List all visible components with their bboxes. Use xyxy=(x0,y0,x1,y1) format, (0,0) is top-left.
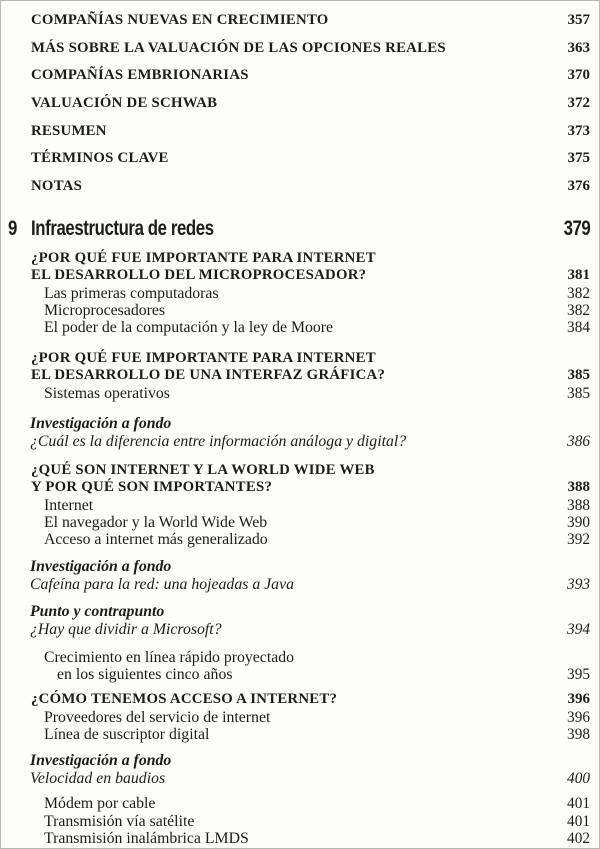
toc-entry-label: COMPAÑÍAS EMBRIONARIAS xyxy=(31,67,249,84)
toc-section xyxy=(1,350,599,402)
page-number: 396 xyxy=(567,691,590,708)
page-number: 372 xyxy=(567,95,590,112)
page-number: 385 xyxy=(567,367,590,384)
section-heading-line xyxy=(1,479,599,497)
toc-entry xyxy=(1,150,599,168)
page-number: 363 xyxy=(567,39,590,56)
toc-section xyxy=(1,462,599,549)
feature-entry-label: Velocidad en baudios xyxy=(30,770,166,788)
page-number: 384 xyxy=(567,319,590,337)
section-heading-label: EL DESARROLLO DEL MICROPROCESADOR? xyxy=(31,267,367,284)
toc-subentry-label: Transmisión inalámbrica LMDS xyxy=(44,829,249,847)
section-heading-label: ¿CÓMO TENEMOS ACCESO A INTERNET? xyxy=(31,691,338,708)
page-number: 398 xyxy=(567,726,590,744)
page-number: 382 xyxy=(567,284,590,302)
toc-subentry-label: Crecimiento en línea rápido proyectado xyxy=(44,648,295,666)
chapter-page-number: 379 xyxy=(563,215,590,240)
toc-subentry-label: Las primeras computadoras xyxy=(44,284,219,302)
toc-subentry xyxy=(1,531,599,548)
feature-entry xyxy=(1,770,599,788)
toc-subentry-line xyxy=(1,666,599,683)
page-number: 388 xyxy=(567,479,590,496)
section-heading-line xyxy=(1,691,599,709)
toc-subentry xyxy=(1,709,599,726)
toc-subentry-label: Sistemas operativos xyxy=(44,384,170,402)
toc-section xyxy=(1,250,599,337)
page-number: 388 xyxy=(567,496,590,514)
toc-wrapped-entry xyxy=(1,649,599,684)
section-heading-label: ¿QUÉ SON INTERNET Y LA WORLD WIDE WEB xyxy=(31,461,375,478)
page-number: 376 xyxy=(567,178,590,195)
section-heading-label: Y POR QUÉ SON IMPORTANTES? xyxy=(31,479,273,496)
toc-subentry xyxy=(1,795,599,812)
page-number: 382 xyxy=(567,301,590,319)
toc-subentry-label: Proveedores del servicio de internet xyxy=(44,708,271,726)
page-number: 395 xyxy=(567,666,590,683)
section-heading-label: ¿POR QUÉ FUE IMPORTANTE PARA INTERNET xyxy=(31,249,376,266)
toc-subentry xyxy=(1,285,599,302)
toc-subentry-label: Módem por cable xyxy=(44,795,156,813)
feature-block xyxy=(1,603,599,639)
section-heading-line xyxy=(1,367,599,385)
toc-subentry-label: Microprocesadores xyxy=(44,301,166,319)
toc-entry xyxy=(1,123,599,141)
chapter-heading xyxy=(1,217,599,239)
feature-entry-label: ¿Cuál es la diferencia entre información análoga y digital? xyxy=(30,432,407,450)
feature-heading-label: Investigación a fondo xyxy=(30,557,172,575)
feature-block xyxy=(1,558,599,594)
feature-entry-label: Cafeína para la red: una hojeadas a Java xyxy=(30,575,294,593)
page-number: 370 xyxy=(567,67,590,84)
feature-heading-label: Investigación a fondo xyxy=(30,414,172,432)
feature-entry xyxy=(1,433,599,451)
page-number: 392 xyxy=(567,531,590,549)
toc-section xyxy=(1,691,599,743)
page-number: 400 xyxy=(567,770,590,788)
feature-entry xyxy=(1,621,599,639)
section-heading-line xyxy=(1,250,599,268)
section-heading-line xyxy=(1,462,599,480)
toc-top-block xyxy=(1,1,599,196)
toc-subentry-label: El poder de la computación y la ley de Moore xyxy=(44,319,334,337)
page-number: 385 xyxy=(567,384,590,402)
feature-heading xyxy=(1,603,599,621)
chapter-title: Infraestructura de redes xyxy=(31,215,214,240)
toc-subentry xyxy=(1,726,599,743)
page-number: 402 xyxy=(567,829,590,847)
toc-entry-label: MÁS SOBRE LA VALUACIÓN DE LAS OPCIONES REALES xyxy=(31,39,446,56)
toc-entry-label: VALUACIÓN DE SCHWAB xyxy=(31,95,218,112)
section-heading-label: ¿POR QUÉ FUE IMPORTANTE PARA INTERNET xyxy=(31,349,376,366)
toc-subentry xyxy=(1,385,599,402)
page-number: 394 xyxy=(567,620,590,638)
feature-heading xyxy=(1,415,599,433)
toc-subentry-line xyxy=(1,649,599,666)
feature-heading-label: Punto y contrapunto xyxy=(30,602,165,620)
toc-entry xyxy=(1,67,599,85)
toc-entry xyxy=(1,178,599,196)
page-number: 393 xyxy=(567,575,590,593)
toc-entry-label: TÉRMINOS CLAVE xyxy=(31,150,169,167)
feature-block xyxy=(1,752,599,788)
toc-subentry-label: Transmisión vía satélite xyxy=(44,812,195,830)
toc-subentry xyxy=(1,302,599,319)
section-heading-label: EL DESARROLLO DE UNA INTERFAZ GRÁFICA? xyxy=(31,367,386,384)
toc-entry xyxy=(1,12,599,30)
feature-entry-label: ¿Hay que dividir a Microsoft? xyxy=(30,620,222,638)
page-number: 390 xyxy=(567,514,590,532)
page-number: 401 xyxy=(567,812,590,830)
toc-entry-label: NOTAS xyxy=(31,178,83,195)
toc-subentry-label: Línea de suscriptor digital xyxy=(44,726,210,744)
toc-entry-label: RESUMEN xyxy=(31,122,107,139)
toc-subentry-label: El navegador y la World Wide Web xyxy=(44,514,268,532)
toc-subentry xyxy=(1,830,599,847)
toc-entry xyxy=(1,95,599,113)
feature-heading-label: Investigación a fondo xyxy=(30,752,172,770)
toc-subentry-label: Internet xyxy=(44,496,94,514)
feature-heading xyxy=(1,558,599,576)
chapter-heading-left xyxy=(8,217,265,239)
page-number: 386 xyxy=(567,432,590,450)
toc-subentry xyxy=(1,813,599,830)
page-number: 396 xyxy=(567,708,590,726)
page-number: 373 xyxy=(567,122,590,139)
page-number: 357 xyxy=(567,12,590,28)
section-heading-line xyxy=(1,350,599,368)
feature-block xyxy=(1,415,599,451)
chapter-number: 9 xyxy=(8,215,17,240)
toc-subentry xyxy=(1,514,599,531)
toc-subentry xyxy=(1,319,599,336)
feature-entry xyxy=(1,576,599,594)
page-number: 401 xyxy=(567,795,590,813)
toc-subentry-label: Acceso a internet más generalizado xyxy=(44,531,268,549)
page-number: 375 xyxy=(567,150,590,167)
toc-subentry xyxy=(1,497,599,514)
page-number: 381 xyxy=(567,267,590,284)
section-heading-line xyxy=(1,267,599,285)
feature-heading xyxy=(1,752,599,770)
toc-entry-label: COMPAÑÍAS NUEVAS EN CRECIMIENTO xyxy=(31,12,329,28)
toc-section xyxy=(1,795,599,847)
toc-subentry-label: en los siguientes cinco años xyxy=(57,666,233,683)
toc-entry xyxy=(1,40,599,58)
